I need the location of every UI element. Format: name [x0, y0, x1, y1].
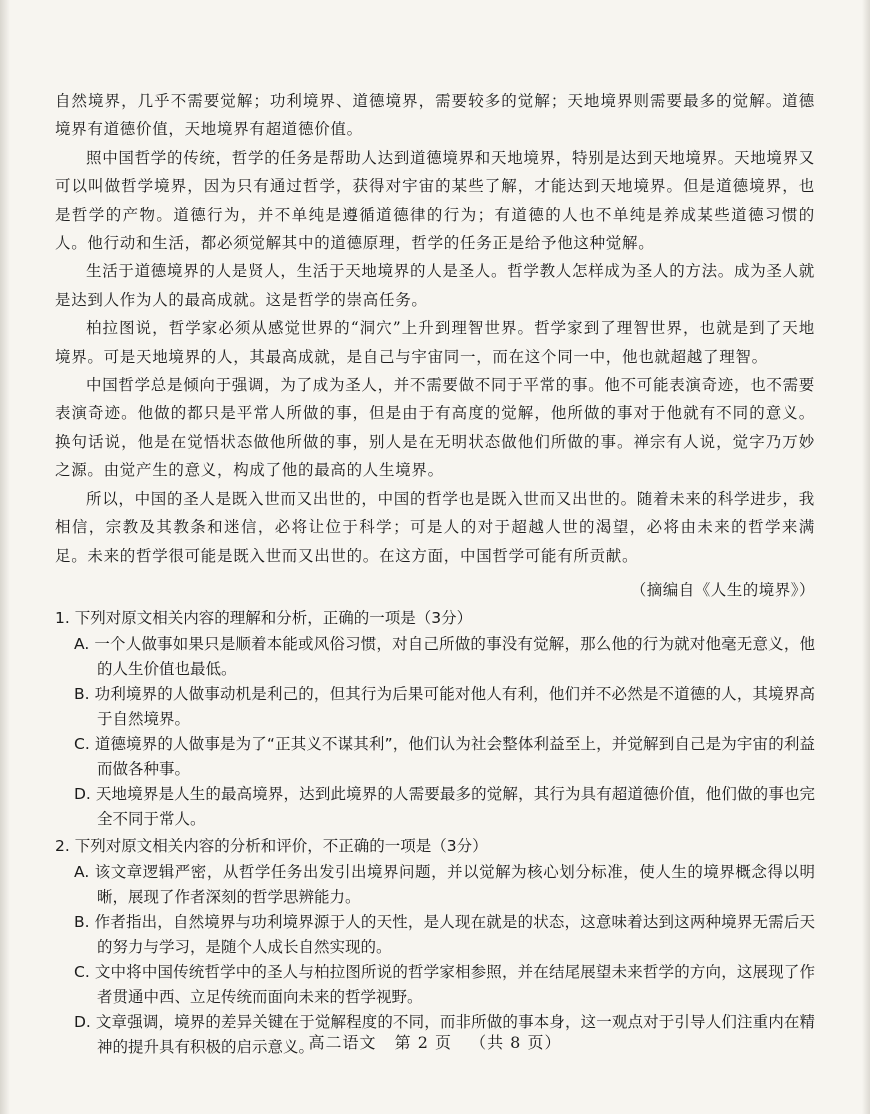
passage-paragraph: 照中国哲学的传统，哲学的任务是帮助人达到道德境界和天地境界，特别是达到天地境界。天地境界又可以叫做哲学境界，因为只有通过哲学，获得对宇宙的某些了解，才能达到天地境界。但是道德境界，也是哲学的产物。道德行为，并不单纯是遵循道德律的行为；有道德的人也不单纯是养成某些道德习惯的人。他行动和生活，都必须觉解其中的道德原理，哲学的任务正是给予他这种觉解。: [55, 148, 816, 253]
page-content: [55, 87, 815, 1060]
footer-page-number: 第 2 页: [394, 1033, 452, 1052]
scan-edge-left: [0, 0, 10, 1114]
footer-total-pages: （共 8 页）: [470, 1033, 562, 1052]
passage-paragraph: 柏拉图说，哲学家必须从感觉世界的“洞穴”上升到理智世界。哲学家到了理智世界，也就是到了天地境界。可是天地境界的人，其最高成就，是自己与宇宙同一，而在这个同一中，他也就超越了理智。: [55, 319, 815, 366]
passage-paragraph: 所以，中国的圣人是既入世而又出世的，中国的哲学也是既入世而又出世的。随着未来的科学进步，我相信，宗教及其教条和迷信，必将让位于科学；可是人的对于超越人世的渴望，必将由未来的哲学来满足。未来的哲学很可能是既入世而又出世的。在这方面，中国哲学可能有所贡献。: [55, 489, 816, 565]
passage-paragraph: 中国哲学总是倾向于强调，为了成为圣人，并不需要做不同于平常的事。他不可能表演奇迹，也不需要表演奇迹。他做的都只是平常人所做的事，但是由于有高度的觉解，他所做的事对于他就有不同的意义。换句话说，他是在觉悟状态做他所做的事，别人是在无明状态做他们所做的事。禅宗有人说，觉字乃万妙之源。由觉产生的意义，构成了他的最高的人生境界。: [55, 376, 816, 480]
question-stem: 1. 下列对原文相关内容的理解和分析，正确的一项是（3分）: [55, 608, 473, 627]
passage-source: （摘编自《人生的境界》）: [630, 580, 815, 599]
page-footer: [0, 1030, 870, 1053]
question-2: [55, 832, 815, 1060]
question-option-d: D. 文章强调，境界的差异关键在于觉解程度的不同，而非所做的事本身，这一观点对于引导人们注重内在精神的提升具有积极的启示意义。: [74, 1012, 815, 1056]
footer-subject: 高二语文: [308, 1033, 377, 1052]
question-option-b: B. 作者指出，自然境界与功利境界源于人的天性，是人现在就是的状态，这意味着达到这两种境界无需后天的努力与学习，是随个人成长自然实现的。: [74, 912, 815, 956]
scan-edge-right: [862, 0, 870, 1114]
question-option-a: A. 一个人做事如果只是顺着本能或风俗习惯，对自己所做的事没有觉解，那么他的行为就对他毫无意义，他的人生价值也最低。: [74, 634, 815, 678]
question-1: [55, 604, 815, 832]
question-option-d: D. 天地境界是人生的最高境界，达到此境界的人需要最多的觉解，其行为具有超道德价值，他们做的事也完全不同于常人。: [74, 784, 815, 828]
question-option-c: C. 文中将中国传统哲学中的圣人与柏拉图所说的哲学家相参照，并在结尾展望未来哲学的方向，这展现了作者贯通中西、立足传统而面向未来的哲学视野。: [74, 962, 815, 1006]
question-option-c: C. 道德境界的人做事是为了“正其义不谋其利”，他们认为社会整体利益至上，并觉解到自己是为宇宙的利益而做各种事。: [74, 734, 815, 778]
passage-paragraph-continued: 自然境界，几乎不需要觉解；功利境界、道德境界，需要较多的觉解；天地境界则需要最多的觉解。道德境界有道德价值，天地境界有超道德价值。: [55, 92, 815, 139]
passage-paragraph: 生活于道德境界的人是贤人，生活于天地境界的人是圣人。哲学教人怎样成为圣人的方法。成为圣人就是达到人作为人的最高成就。这是哲学的崇高任务。: [55, 262, 816, 309]
question-stem: 2. 下列对原文相关内容的分析和评价，不正确的一项是（3分）: [55, 836, 488, 855]
question-option-b: B. 功利境界的人做事动机是利己的，但其行为后果可能对他人有利，他们并不必然是不道德的人，其境界高于自然境界。: [74, 684, 815, 728]
question-option-a: A. 该文章逻辑严密，从哲学任务出发引出境界问题，并以觉解为核心划分标准，使人生的境界概念得以明晰，展现了作者深刻的哲学思辨能力。: [74, 862, 815, 906]
